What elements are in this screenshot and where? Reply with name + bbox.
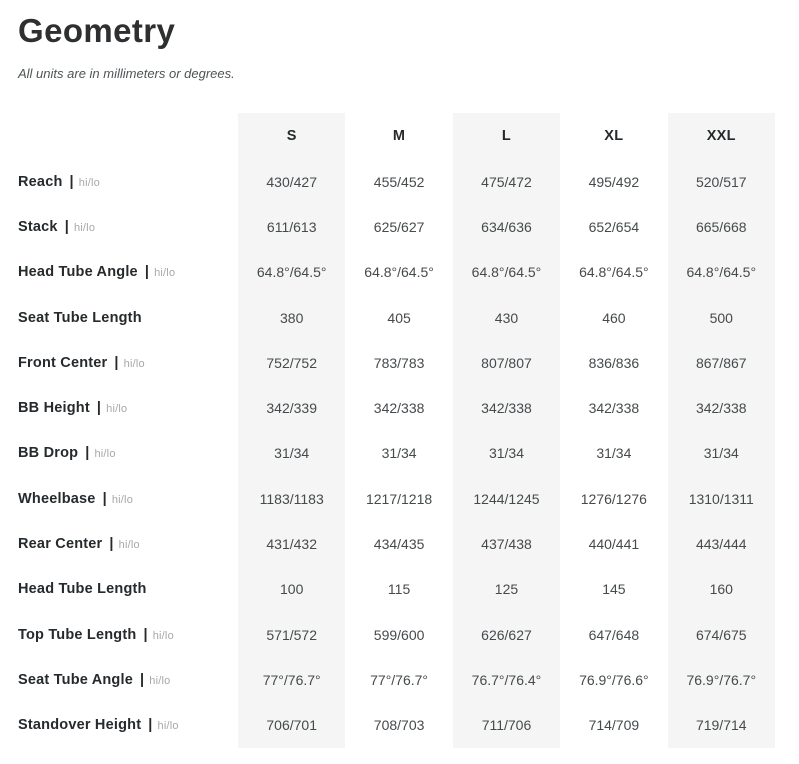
cell-value: 342/339 [238,385,345,430]
cell-value: 706/701 [238,703,345,748]
cell-value: 520/517 [668,159,775,204]
cell-value: 625/627 [373,218,425,235]
cell-value: 31/34 [381,445,417,462]
cell-value: 867/867 [668,340,775,385]
row-label [18,295,238,340]
header-spacer [18,113,238,159]
cell-value: 1310/1311 [668,476,775,521]
row-label-hilo: hi/lo [154,267,176,280]
row-label-text: BB Height [18,400,90,417]
row-label-pipe: | [64,218,69,235]
cell-value: 145 [602,581,626,598]
row-label-pipe: | [85,445,90,462]
row-label-hilo: hi/lo [123,357,145,370]
cell-value: 64.8°/64.5° [668,250,775,295]
row-label-text: BB Drop [18,445,79,462]
row-label-hilo: hi/lo [152,629,174,642]
cell-value: 634/636 [453,204,560,249]
cell-value: 64.8°/64.5° [453,250,560,295]
cell-value: 571/572 [238,612,345,657]
cell-value: 430/427 [238,159,345,204]
column-header-l: L [453,113,560,159]
row-label-text: Wheelbase [18,490,96,507]
cell-value: 500 [668,295,775,340]
cell-value: 714/709 [588,717,640,734]
row-label-hilo: hi/lo [111,493,134,506]
row-label-text: Rear Center [18,536,103,553]
row-label-text: Front Center [18,354,108,371]
row-label-hilo: hi/lo [73,221,96,234]
row-label [18,204,238,249]
cell-value: 31/34 [238,431,345,476]
cell-value: 77°/76.7° [238,657,345,702]
cell-value: 76.9°/76.7° [668,657,775,702]
row-label-pipe: | [148,717,153,734]
row-label-pipe: | [109,536,114,553]
cell-value: 100 [238,567,345,612]
cell-value: 1244/1245 [453,476,560,521]
row-label-text: Seat Tube Length [18,309,142,326]
cell-value: 31/34 [453,431,560,476]
cell-value: 64.8°/64.5° [364,264,434,281]
cell-value: 342/338 [668,385,775,430]
cell-value: 76.9°/76.6° [579,671,649,688]
row-label-text: Reach [18,173,63,190]
cell-value: 455/452 [373,173,425,190]
cell-value: 77°/76.7° [370,671,429,688]
page-subtitle: All units are in millimeters or degrees. [18,66,235,81]
cell-value: 599/600 [373,626,425,643]
row-label [18,340,238,385]
cell-value: 125 [453,567,560,612]
cell-value: 719/714 [668,703,775,748]
cell-value: 752/752 [238,340,345,385]
cell-value: 611/613 [238,204,345,249]
row-label-pipe: | [140,671,145,688]
cell-value: 64.8°/64.5° [238,250,345,295]
row-label [18,250,238,295]
row-label-hilo: hi/lo [157,720,179,733]
row-label [18,703,238,748]
row-label [18,476,238,521]
cell-value: 836/836 [588,354,640,371]
cell-value: 76.7°/76.4° [453,657,560,702]
cell-value: 443/444 [668,521,775,566]
row-label-text: Top Tube Length [18,626,137,643]
row-label-hilo: hi/lo [78,176,100,189]
row-label-text: Seat Tube Angle [18,671,133,688]
cell-value: 430 [453,295,560,340]
column-header-xl: XL [604,128,624,144]
cell-value: 160 [668,567,775,612]
cell-value: 31/34 [596,445,632,462]
row-label [18,431,238,476]
row-label-text: Head Tube Angle [18,264,138,281]
cell-value: 652/654 [588,218,640,235]
row-label [18,521,238,566]
cell-value: 665/668 [668,204,775,249]
cell-value: 380 [238,295,345,340]
cell-value: 1276/1276 [580,490,647,507]
column-header-s: S [238,113,345,159]
row-label-text: Standover Height [18,717,142,734]
row-label-pipe: | [96,400,102,417]
row-label-text: Head Tube Length [18,581,147,598]
column-header-m: M [392,128,406,144]
cell-value: 434/435 [373,536,425,553]
page-title: Geometry [18,12,176,49]
column-header-xxl: XXL [668,113,775,159]
cell-value: 711/706 [453,703,560,748]
row-label-hilo: hi/lo [94,448,116,461]
cell-value: 115 [387,581,411,598]
cell-value: 437/438 [453,521,560,566]
cell-value: 440/441 [588,536,640,553]
cell-value: 674/675 [668,612,775,657]
row-label [18,385,238,430]
cell-value: 807/807 [453,340,560,385]
row-label-text: Stack [18,218,58,235]
cell-value: 495/492 [588,173,640,190]
cell-value: 783/783 [373,354,425,371]
cell-value: 1183/1183 [238,476,345,521]
row-label-pipe: | [69,173,74,190]
row-label [18,567,238,612]
row-label-pipe: | [114,354,119,371]
row-label [18,159,238,204]
cell-value: 64.8°/64.5° [579,264,649,281]
row-label-pipe: | [102,490,107,507]
cell-value: 431/432 [238,521,345,566]
cell-value: 1217/1218 [365,490,433,507]
row-label-pipe: | [143,626,148,643]
cell-value: 342/338 [588,400,640,417]
row-label [18,657,238,702]
geometry-table [18,113,775,748]
cell-value: 647/648 [588,626,640,643]
cell-value: 475/472 [453,159,560,204]
cell-value: 31/34 [668,431,775,476]
cell-value: 342/338 [373,400,425,417]
row-label-hilo: hi/lo [118,539,140,552]
cell-value: 708/703 [373,717,425,734]
row-label-pipe: | [144,264,150,281]
row-label [18,612,238,657]
cell-value: 460 [602,309,626,326]
row-label-hilo: hi/lo [106,403,128,416]
row-label-hilo: hi/lo [149,674,171,687]
cell-value: 405 [387,309,411,326]
cell-value: 342/338 [453,385,560,430]
cell-value: 626/627 [453,612,560,657]
